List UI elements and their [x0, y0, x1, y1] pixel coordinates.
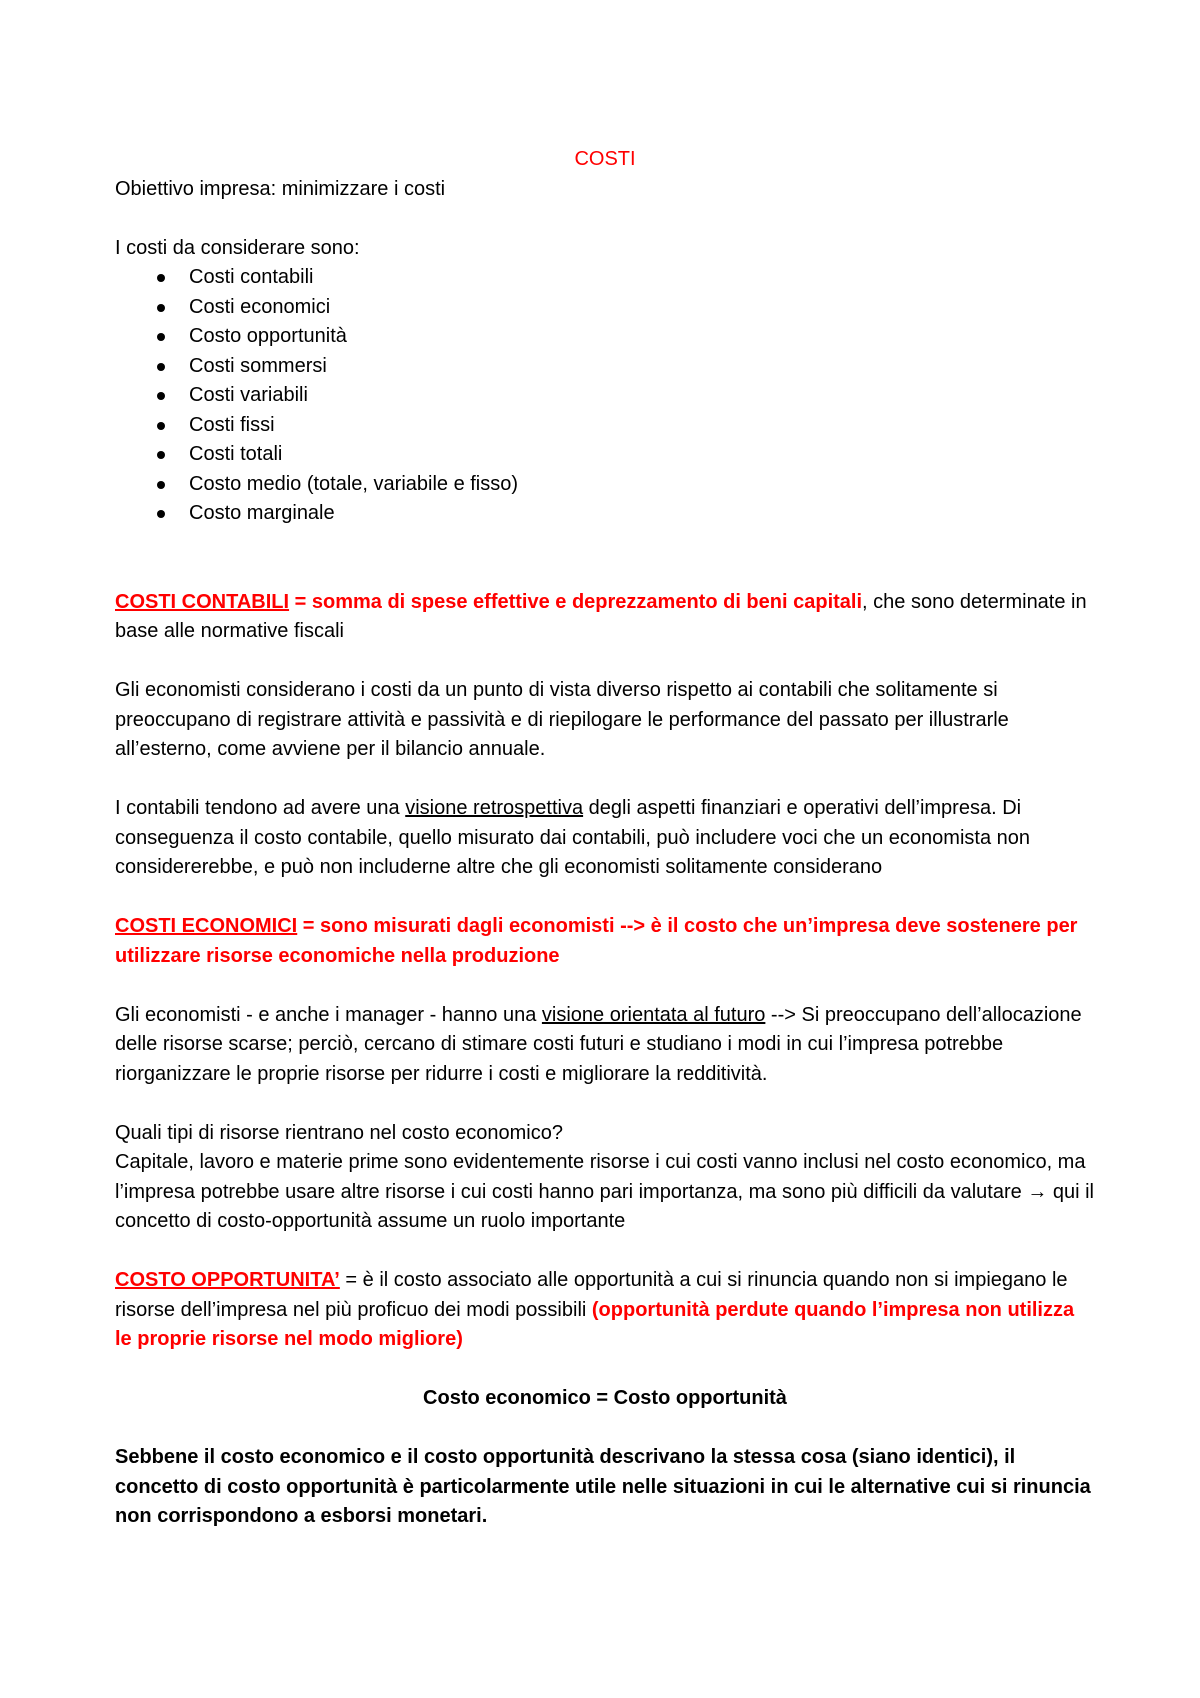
bullet-icon — [157, 274, 165, 282]
list-item-label: Costi contabili — [189, 266, 314, 288]
spacer — [115, 971, 1095, 1001]
list-item-label: Costi variabili — [189, 384, 308, 406]
list-item-label: Costi sommersi — [189, 354, 327, 377]
spacer — [115, 1089, 1095, 1119]
arrow-icon: → — [1027, 1180, 1048, 1203]
equation-line: Costo economico = Costo opportunità — [423, 1387, 787, 1409]
opportunita-term: COSTO OPPORTUNITA’ — [115, 1269, 340, 1291]
spacer — [115, 765, 1095, 795]
economici-definition: = sono misurati dagli economisti --> è il costo che un’impresa deve sostenere per utilizzare risorse economiche nella produzione — [115, 915, 1078, 967]
contabili-paragraph — [115, 588, 1095, 647]
economici-paragraph — [115, 912, 1095, 971]
spacer — [115, 1237, 1095, 1267]
list-item — [157, 411, 1095, 441]
text-span: degli aspetti finanziari e operativi dell’impresa. Di conseguenza il costo contabile, quello misurato dai contabili, può includere voci che un economista non considererebbe, e può non includerne altre che gli economisti solitamente considerano — [115, 797, 1031, 878]
contabili-view-paragraph — [115, 794, 1095, 883]
contabili-term: COSTI CONTABILI — [115, 590, 290, 613]
bullet-icon — [157, 422, 165, 430]
economisti-paragraph: Gli economisti considerano i costi da un punto di vista diverso rispetto ai contabili che solitamente si preoccupano di registrare attività e passività e di riepilogare le performance del passato per illustrarle all’esterno, come avviene per il bilancio annuale. — [115, 679, 1009, 760]
spacer — [115, 1355, 1095, 1385]
list-item-label: Costo medio (totale, variabile e fisso) — [189, 472, 519, 495]
contabili-rest: , che sono determinate in base alle normative fiscali — [115, 590, 1087, 642]
objective-line: Obiettivo impresa: minimizzare i costi — [115, 177, 446, 200]
text-span: Gli economisti - e anche i manager - hanno una — [115, 1003, 542, 1026]
spacer — [115, 204, 1095, 234]
list-item-label: Costo marginale — [189, 502, 335, 524]
bullet-icon — [157, 363, 165, 371]
capitale-paragraph — [115, 1148, 1095, 1237]
document-page — [115, 145, 1095, 1532]
list-item — [157, 352, 1095, 382]
underlined-term: visione orientata al futuro — [541, 1003, 766, 1026]
contabili-definition: = somma di spese effettive e deprezzamento di beni capitali — [289, 590, 863, 613]
list-item — [157, 440, 1095, 470]
list-item-label: Costi totali — [189, 443, 283, 465]
question-line: Quali tipi di risorse rientrano nel costo economico? — [115, 1121, 563, 1144]
page-title: COSTI — [574, 148, 636, 170]
bullet-icon — [157, 333, 165, 341]
text-span: I contabili tendono ad avere una — [115, 797, 406, 819]
list-item — [157, 470, 1095, 500]
text-span: Capitale, lavoro e materie prime sono evidentemente risorse i cui costi vanno inclusi nel costo economico, ma l’impresa potrebbe usare altre risorse i cui costi hanno pari importanza, ma sono più difficili da valutare — [115, 1151, 1086, 1203]
list-item — [157, 293, 1095, 323]
opportunita-definition: = è il costo associato alle opportunità a cui si rinuncia quando non si impiegano le risorse dell’impresa nel più proficuo dei modi possibili — [115, 1269, 1068, 1321]
list-item — [157, 381, 1095, 411]
bullet-icon — [157, 392, 165, 400]
bullet-icon — [157, 304, 165, 312]
economici-term: COSTI ECONOMICI — [115, 915, 298, 937]
intro-line: I costi da considerare sono: — [115, 236, 360, 259]
list-item-label: Costi economici — [189, 295, 331, 318]
underlined-term: visione retrospettiva — [405, 797, 584, 819]
manager-paragraph — [115, 1001, 1095, 1090]
spacer — [115, 883, 1095, 913]
list-item-label: Costi fissi — [189, 413, 275, 436]
list-item — [157, 499, 1095, 529]
cost-list — [115, 263, 1095, 529]
bullet-icon — [157, 451, 165, 459]
spacer — [115, 647, 1095, 677]
bullet-icon — [157, 510, 165, 518]
text-span: --> Si preoccupano dell’allocazione delle risorse scarse; perciò, cercano di stimare costi futuri e studiano i modi in cui l’impresa potrebbe riorganizzare le proprie risorse per ridurre i costi e migliorare la redditività. — [115, 1003, 1082, 1085]
text-span: qui il concetto di costo-opportunità assume un ruolo importante — [115, 1180, 1095, 1232]
list-item — [157, 263, 1095, 293]
bullet-icon — [157, 481, 165, 489]
opportunita-paragraph — [115, 1266, 1095, 1355]
spacer — [115, 1414, 1095, 1444]
opportunita-note: (opportunità perdute quando l’impresa non utilizza le proprie risorse nel modo migliore) — [115, 1298, 1075, 1350]
spacer — [115, 529, 1095, 588]
conclusion-paragraph: Sebbene il costo economico e il costo opportunità descrivano la stessa cosa (siano identici), il concetto di costo opportunità è particolarmente utile nelle situazioni in cui le alternative cui si rinuncia non corrispondono a esborsi monetari. — [115, 1446, 1091, 1527]
list-item — [157, 322, 1095, 352]
list-item-label: Costo opportunità — [189, 325, 347, 347]
